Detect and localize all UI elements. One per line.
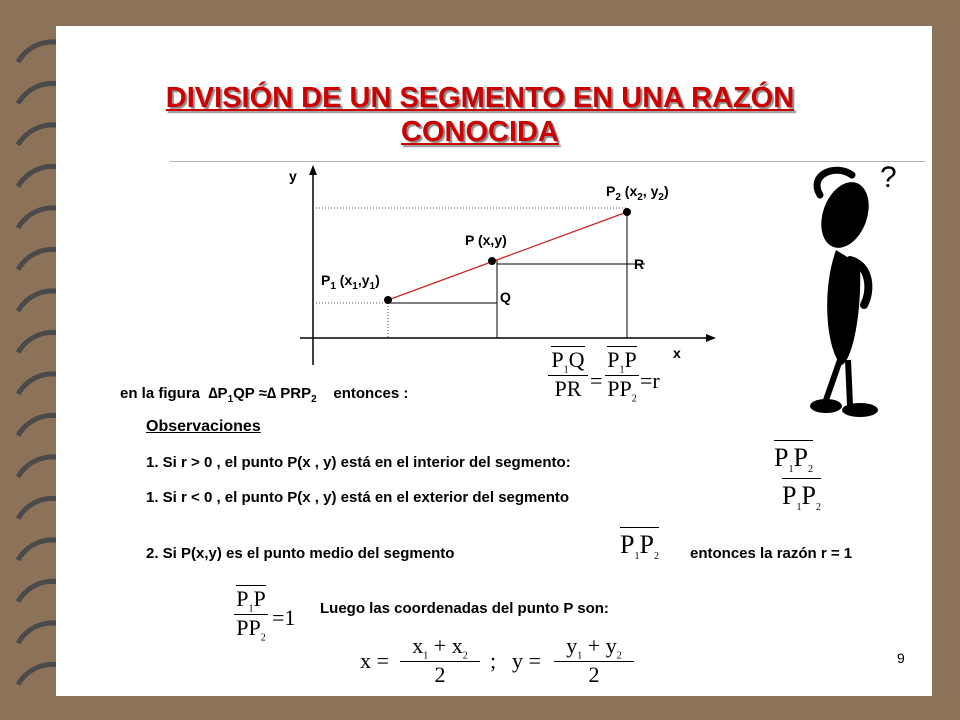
midpoint-x-lhs: x = [360, 648, 389, 673]
unit-ratio-fraction: $\frac{P_1P}{PP_2}$ [234, 585, 268, 644]
similarity-text: en la figura $\Delta P_1QP$ ≈∆ $PRP_2$ entonces : [120, 385, 409, 405]
p-label: P (x,y) [465, 232, 507, 248]
midpoint-y-fraction: $\frac{y_1 + y_2}{2}$ [554, 633, 634, 688]
point-p [488, 257, 496, 265]
segment-p1p2-a: $P_1P_2$ [774, 440, 813, 475]
x-axis-label: x [673, 345, 681, 361]
midpoint-separator: ; [490, 648, 497, 673]
midpoint-intro: Luego las coordenadas del punto P son: [320, 600, 609, 617]
point-p1 [384, 296, 392, 304]
unit-ratio-eq: =1 [272, 605, 296, 630]
ratio-fraction-2: $\frac{P_1P}{PP_2}$ [605, 346, 639, 405]
observation-1: 1. Si r > 0 , el punto P(x , y) está en el interior del segmento: [146, 454, 571, 471]
segment-p1p2-c: $P_1P_2$ [620, 527, 659, 562]
midpoint-y-lhs: y = [512, 648, 541, 673]
observation-3-ratio: entonces la razón r = 1 [690, 545, 853, 562]
ratio-fraction-1: $\frac{P_1Q}{PR}$ [548, 346, 588, 402]
y-axis-arrow [309, 165, 317, 175]
title-line-2: CONOCIDA [401, 116, 559, 148]
observation-3: 2. Si P(x,y) es el punto medio del segmento [146, 545, 455, 562]
ratio-r: =r [640, 368, 660, 393]
point-p2 [623, 208, 631, 216]
thinking-man-illustration [790, 155, 925, 430]
title-line-1: DIVISIÓN DE UN SEGMENTO EN UNA RAZÓN [165, 82, 795, 114]
x-axis-arrow [706, 334, 716, 342]
q-label: Q [500, 289, 511, 305]
y-axis-label: y [289, 168, 297, 184]
segment-p1p2 [388, 212, 627, 300]
segment-p1p2-b: $P_1P_2$ [782, 478, 821, 513]
p1-label: $P_1$ $(x_1,y_1)$ [321, 272, 380, 292]
svg-text:?: ? [880, 161, 897, 194]
p2-label: $P_2$ ($x_2$, $y_2$) [606, 183, 669, 203]
r-label: R [634, 256, 645, 272]
page-number: 9 [897, 650, 905, 666]
ratio-equals: = [590, 368, 603, 393]
observation-2: 1. Si r < 0 , el punto P(x , y) está en el exterior del segmento [146, 489, 570, 506]
observations-heading: Observaciones [146, 418, 261, 435]
midpoint-x-fraction: $\frac{x_1 + x_2}{2}$ [400, 633, 480, 688]
